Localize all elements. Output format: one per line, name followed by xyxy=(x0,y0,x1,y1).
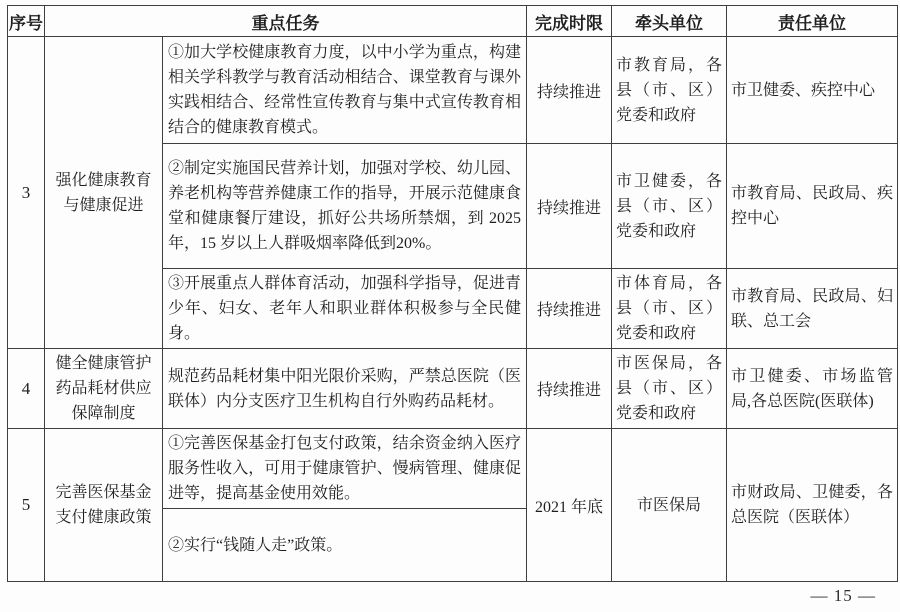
category-cell xyxy=(45,429,163,582)
table-row xyxy=(8,429,898,509)
category-line: 保障制度 xyxy=(71,405,136,422)
lead-unit-cell: 市医保局，各县（市、区）党委和政府 xyxy=(612,349,727,429)
task-cell: ②实行“钱随人走”政策。 xyxy=(163,509,527,582)
responsible-unit-cell: 市财政局、卫健委，各总医院（医联体） xyxy=(727,429,898,582)
seq-cell: 3 xyxy=(8,37,45,349)
lead-unit-cell: 市卫健委，各县（市、区）党委和政府 xyxy=(612,144,727,269)
task-cell: ②制定实施国民营养计划，加强对学校、幼儿园、养老机构等营养健康工作的指导，开展示范健康食堂和健康餐厅建设，抓好公共场所禁烟，到 2025 年，15 岁以上人群吸烟率降低到20%。 xyxy=(163,144,527,269)
header-seq: 序号 xyxy=(8,6,45,37)
category-line: 强化健康教育 xyxy=(55,171,152,189)
category-line: 健全健康管护 xyxy=(55,355,152,372)
header-key-task: 重点任务 xyxy=(45,6,527,37)
header-lead-unit: 牵头单位 xyxy=(612,6,727,37)
deadline-cell: 持续推进 xyxy=(527,37,612,144)
header-deadline: 完成时限 xyxy=(527,6,612,37)
responsible-unit-cell: 市卫健委、市场监管局,各总医院(医联体) xyxy=(727,349,898,429)
task-cell: ①完善医保基金打包支付政策，结余资金纳入医疗服务性收入，可用于健康管护、慢病管理、健康促进等，提高基金使用效能。 xyxy=(163,429,527,509)
deadline-cell: 2021 年底 xyxy=(527,429,612,582)
responsible-unit-cell: 市教育局、民政局、妇联、总工会 xyxy=(727,269,898,349)
header-responsible-unit: 责任单位 xyxy=(727,6,898,37)
seq-cell: 5 xyxy=(8,429,45,582)
category-line: 药品耗材供应 xyxy=(55,380,152,397)
category-cell xyxy=(45,37,163,349)
category-line: 支付健康政策 xyxy=(55,509,152,526)
page-number: — 15 — xyxy=(810,586,876,605)
category-cell xyxy=(45,349,163,429)
lead-unit-cell: 市医保局 xyxy=(612,429,727,582)
seq-cell: 4 xyxy=(8,349,45,429)
deadline-cell: 持续推进 xyxy=(527,144,612,269)
category-line: 完善医保基金 xyxy=(55,484,152,501)
task-cell: 规范药品耗材集中阳光限价采购，严禁总医院（医联体）内分支医疗卫生机构自行外购药品耗材。 xyxy=(163,349,527,429)
lead-unit-cell: 市体育局，各县（市、区）党委和政府 xyxy=(612,269,727,349)
task-cell: ③开展重点人群体育活动，加强科学指导，促进青少年、妇女、老年人和职业群体积极参与全民健身。 xyxy=(163,269,527,349)
table-row xyxy=(8,37,898,144)
deadline-cell: 持续推进 xyxy=(527,269,612,349)
deadline-cell: 持续推进 xyxy=(527,349,612,429)
lead-unit-cell: 市教育局，各县（市、区）党委和政府 xyxy=(612,37,727,144)
task-cell: ①加大学校健康教育力度，以中小学为重点，构建相关学科教学与教育活动相结合、课堂教育与课外实践相结合、经常性宣传教育与集中式宣传教育相结合的健康教育模式。 xyxy=(163,37,527,144)
responsible-unit-cell: 市教育局、民政局、疾控中心 xyxy=(727,144,898,269)
table-row xyxy=(8,349,898,429)
table-header-row xyxy=(8,6,898,37)
category-line: 与健康促进 xyxy=(63,196,144,214)
key-tasks-table xyxy=(7,5,898,582)
responsible-unit-cell: 市卫健委、疾控中心 xyxy=(727,37,898,144)
